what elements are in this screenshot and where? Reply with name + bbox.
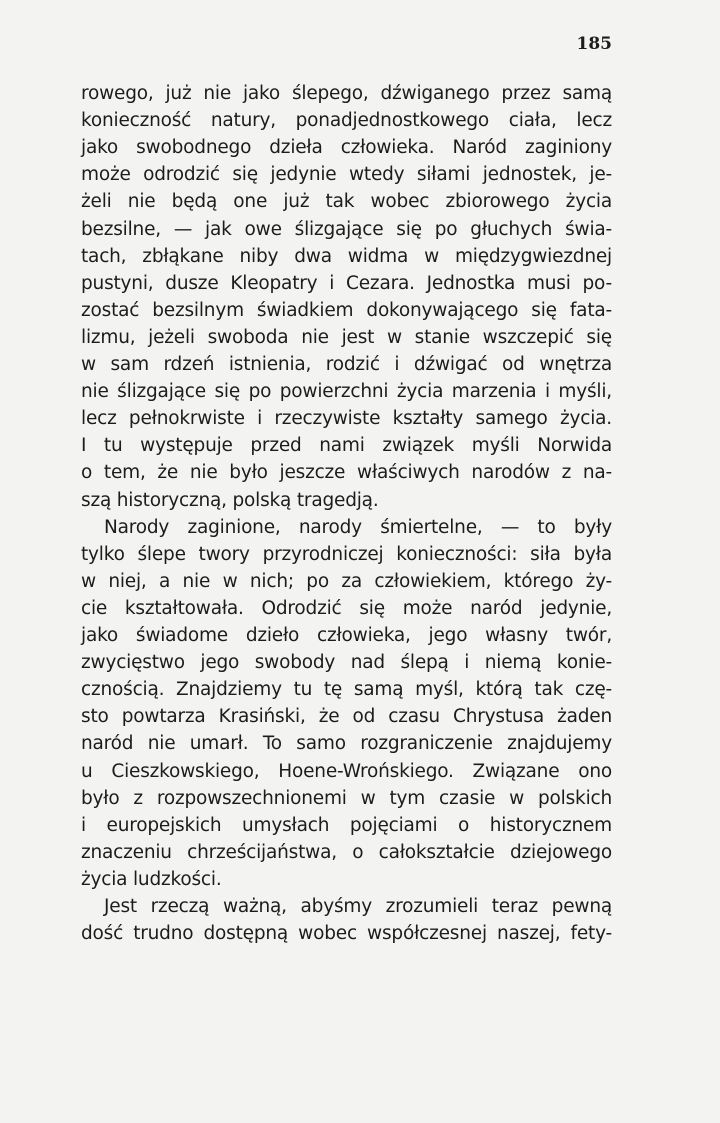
text-line: zostać bezsilnym świadkiem dokonywającego się fata- [81, 299, 612, 321]
text-line: pustyni, dusze Kleopatry i Cezara. Jednostka musi po- [81, 272, 612, 294]
text-line: lizmu, jeżeli swoboda nie jest w stanie wszczepić się [81, 326, 612, 348]
text-line: cznością. Znajdziemy tu tę samą myśl, którą tak czę- [81, 679, 612, 701]
text-line: konieczność natury, ponadjednostkowego ciała, lecz [81, 110, 612, 132]
text-line: cie kształtowała. Odrodzić się może naród jedynie, [81, 597, 612, 619]
text-line: życia ludzkości. [81, 868, 222, 890]
text-line: Jest rzeczą ważną, abyśmy zrozumieli teraz pewną [104, 896, 612, 917]
text-line: żeli nie będą one już tak wobec zbiorowego życia [81, 191, 612, 213]
text-line: szą historyczną, polską tragedją. [81, 489, 379, 511]
text-line: Narody zaginione, narody śmiertelne, — to były [104, 516, 612, 538]
text-line: u Cieszkowskiego, Hoene-Wrońskiego. Związane ono [81, 760, 612, 782]
text-line: w sam rdzeń istnienia, rodzić i dźwigać od wnętrza [81, 354, 612, 375]
text-line: może odrodzić się jedynie wtedy siłami jednostek, je- [81, 164, 612, 186]
text-line: dość trudno dostępną wobec współczesnej naszej, fety- [81, 923, 612, 945]
text-line: w niej, a nie w nich; po za człowiekiem, którego ży- [81, 570, 612, 592]
text-line: o tem, że nie było jeszcze właściwych narodów z na- [81, 462, 612, 484]
text-line: jako świadome dzieło człowieka, jego własny twór, [81, 625, 612, 646]
text-line: tylko ślepe twory przyrodniczej konieczności: siła była [81, 543, 612, 565]
text-line: naród nie umarł. To samo rozgraniczenie znajdujemy [81, 733, 612, 755]
text-line: rowego, już nie jako ślepego, dźwiganego przez samą [81, 83, 612, 104]
text-line: i europejskich umysłach pojęciami o historycznem [81, 814, 612, 836]
text-line: zwycięstwo jego swobody nad ślepą i niemą konie- [81, 652, 612, 674]
text-line: znaczeniu chrześcijaństwa, o całokształcie dziejowego [81, 841, 612, 863]
text-line: tach, zbłąkane niby dwa widma w międzygwiezdnej [81, 245, 612, 267]
page-number: 185 [576, 34, 612, 54]
text-line: bezsilne, — jak owe ślizgające się po głuchych świa- [81, 218, 612, 240]
text-line: sto powtarza Krasiński, że od czasu Chrystusa żaden [81, 706, 612, 728]
text-line: jako swobodnego dzieła człowieka. Naród zaginiony [81, 137, 612, 159]
text-line: I tu występuje przed nami związek myśli Norwida [81, 435, 612, 457]
text-line: nie ślizgające się po powierzchni życia marzenia i myśli, [81, 381, 612, 403]
text-line: było z rozpowszechnionemi w tym czasie w polskich [81, 787, 612, 809]
text-line: lecz pełnokrwiste i rzeczywiste kształty samego życia. [81, 408, 612, 430]
